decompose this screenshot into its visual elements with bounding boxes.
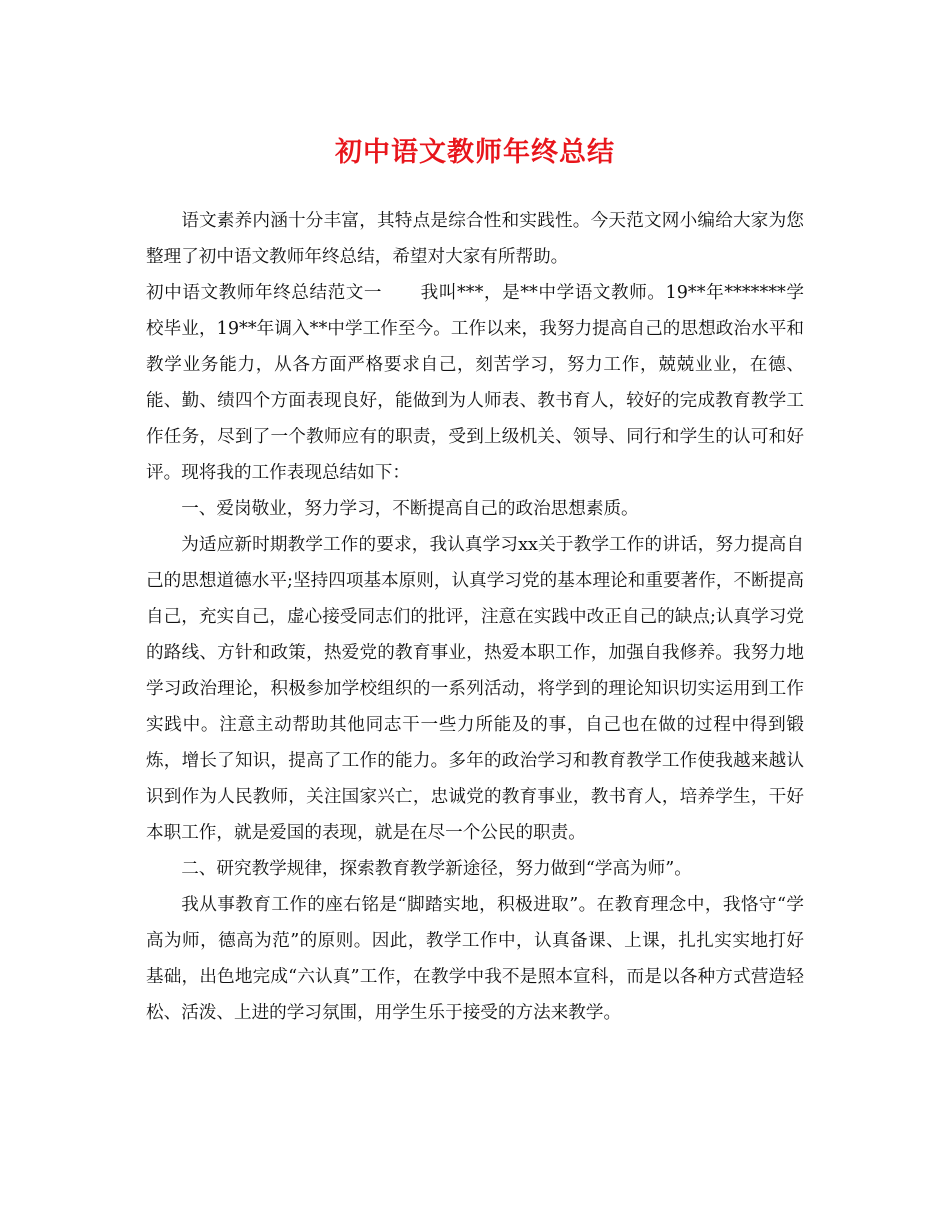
document-title: 初中语文教师年终总结 [335, 137, 615, 168]
section-2-heading: 二、研究教学规律，探索教育教学新途径，努力做到“学高为师”。 [181, 859, 692, 879]
sample-heading: 初中语文教师年终总结范文一 [146, 283, 383, 303]
intro-paragraph: 语文素养内涵十分丰富，其特点是综合性和实践性。今天范文网小编给大家为您整理了初中语文教师年终总结，希望对大家有所帮助。 [146, 211, 804, 267]
sample-paragraph [146, 275, 804, 491]
section-2-body: 我从事教育工作的座右铭是“脚踏实地，积极进取”。在教育理念中，我恪守“学高为师，德高为范”的原则。因此，教学工作中，认真备课、上课，扎扎实实地打好基础，出色地完成“六认真”工作，在教学中我不是照本宣科，而是以各种方式营造轻松、活泼、上进的学习氛围，用学生乐于接受的方法来教学。 [146, 895, 804, 1023]
document-body [146, 203, 804, 1031]
section-1-heading: 一、爱岗敬业，努力学习，不断提高自己的政治思想素质。 [181, 499, 639, 519]
sample-opening: 我叫***，是**中学语文教师。19**年*******学校毕业，19**年调入**中学工作至今。工作以来，我努力提高自己的思想政治水平和教学业务能力，从各方面严格要求自己，刻苦学习，努力工作，兢兢业业，在德、能、勤、绩四个方面表现良好，能做到为人师表、教书育人，较好的完成教育教学工作任务，尽到了一个教师应有的职责，受到上级机关、领导、同行和学生的认可和好评。现将我的工作表现总结如下： [146, 283, 804, 483]
section-1-body: 为适应新时期教学工作的要求，我认真学习xx关于教学工作的讲话，努力提高自己的思想道德水平;坚持四项基本原则，认真学习党的基本理论和重要著作，不断提高自己，充实自己，虚心接受同志们的批评，注意在实践中改正自己的缺点;认真学习党的路线、方针和政策，热爱党的教育事业，热爱本职工作，加强自我修养。我努力地学习政治理论，积极参加学校组织的一系列活动，将学到的理论知识切实运用到工作实践中。注意主动帮助其他同志干一些力所能及的事，自己也在做的过程中得到锻炼，增长了知识，提高了工作的能力。多年的政治学习和教育教学工作使我越来越认识到作为人民教师，关注国家兴亡，忠诚党的教育事业，教书育人，培养学生，干好本职工作，就是爱国的表现，就是在尽一个公民的职责。 [146, 535, 804, 843]
